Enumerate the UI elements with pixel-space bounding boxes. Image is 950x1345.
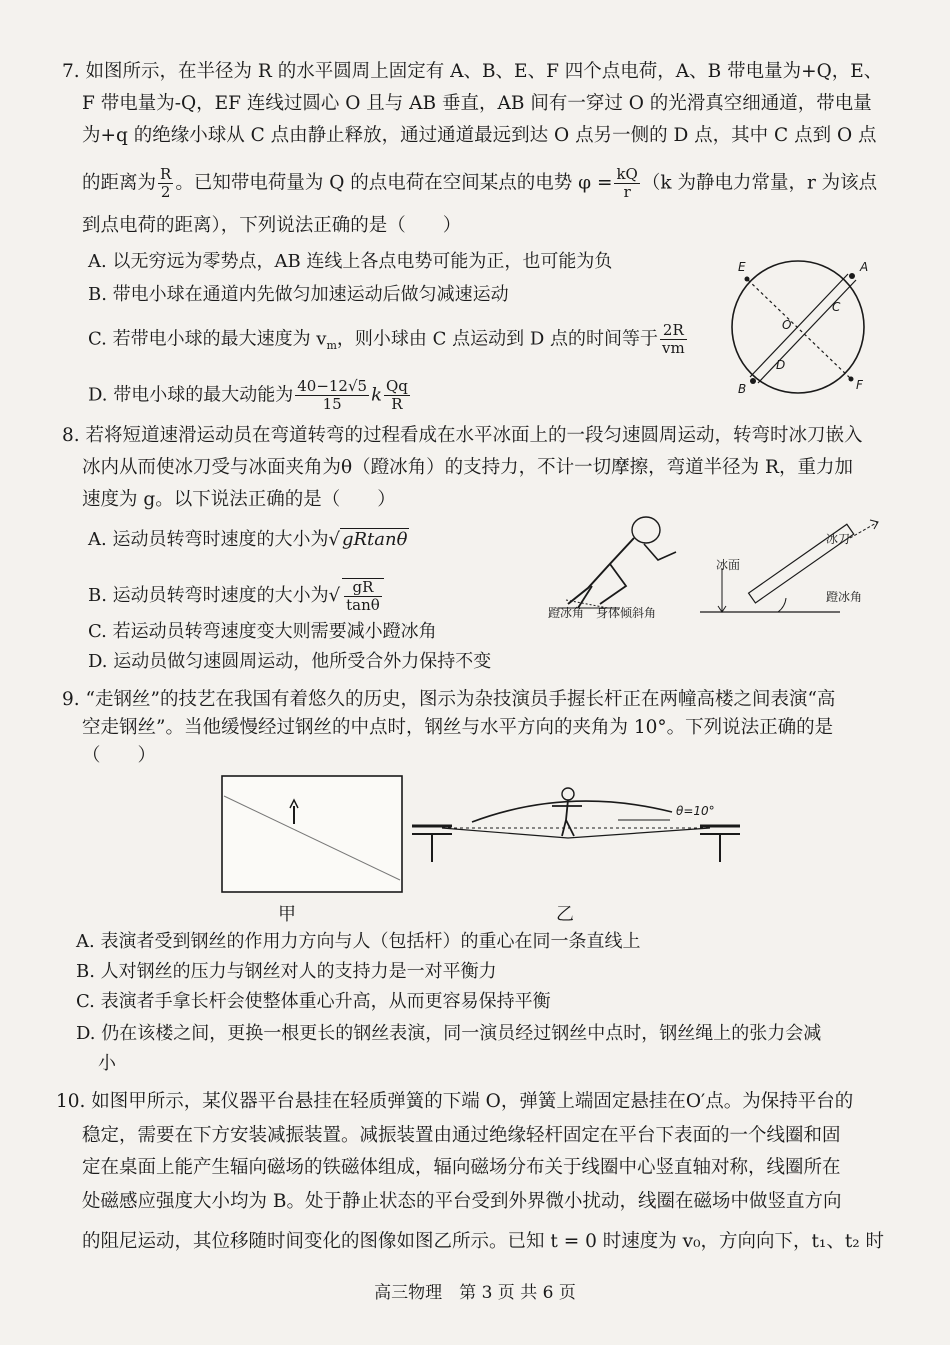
q7-line3: 为+q 的绝缘小球从 C 点由静止释放，通过通道最远到达 O 点另一侧的 D 点，其中 C 点到 O 点 — [82, 125, 877, 146]
label-ice-surface: 冰面 — [716, 558, 741, 572]
theta-label: θ=10° — [676, 804, 715, 818]
q7-line5: 到点电荷的距离），下列说法正确的是（ ） — [82, 215, 462, 236]
label-deng-ice-angle-2: 蹬冰角 — [826, 590, 863, 604]
label-e: E — [738, 260, 746, 274]
frac-r-over-2: $\frac{R}{2}$ — [160, 165, 172, 201]
balance-pole — [472, 801, 672, 822]
q9-option-d-line2: 小 — [98, 1053, 116, 1074]
q8-line3: 速度为 g。以下说法正确的是（ ） — [82, 489, 396, 510]
label-d: D — [776, 358, 786, 372]
q7-option-b: B. 带电小球在通道内先做匀加速运动后做匀减速运动 — [88, 284, 509, 305]
q7-line1: 7. 如图所示，在半径为 R 的水平圆周上固定有 A、B、E、F 四个点电荷，A、B 带电量为+Q，E、 — [62, 61, 883, 82]
q9-line1: 9. “走钢丝”的技艺在我国有着悠久的历史，图示为杂技演员手握长杆正在两幢高楼之间表演“高 — [62, 689, 836, 710]
q10-line2: 稳定，需要在下方安装减振装置。减振装置由通过绝缘轻杆固定在平台下表面的一个线圈和固 — [82, 1125, 841, 1146]
channel-line-1 — [750, 274, 848, 377]
q10-line1: 10. 如图甲所示，某仪器平台悬挂在轻质弹簧的下端 O，弹簧上端固定悬挂在O′点。为保持平台的 — [56, 1091, 854, 1112]
label-blade: 冰刀 — [826, 532, 851, 546]
label-a: A — [860, 260, 869, 274]
performer-head-icon — [562, 788, 574, 800]
steel-wire — [442, 828, 710, 838]
label-body-tilt-angle: 身体倾斜角 — [596, 606, 657, 620]
q7-option-a: A. 以无穷远为零势点，AB 连线上各点电势可能为正，也可能为负 — [88, 251, 613, 272]
page-footer: 高三物理 第 3 页 共 6 页 — [374, 1283, 576, 1303]
charge-f-dot — [849, 377, 854, 382]
label-c: C — [832, 300, 841, 314]
charge-b-dot — [750, 378, 756, 384]
q8-line2: 冰内从而使冰刀受与冰面夹角为θ（蹬冰角）的支持力，不计一切摩擦，弯道半径为 R，重力加 — [82, 457, 853, 478]
label-o: O — [782, 318, 792, 332]
q9-line3: （ ） — [82, 745, 157, 766]
q7-line4: 的距离为 $\frac{R}{2}$ 。已知带电荷量为 Q 的点电荷在空间某点的电势 φ = $\frac{kQ}{r}$ （k 为静电力常量，r 为该点 — [82, 165, 878, 201]
helmet-icon — [632, 517, 660, 543]
q10-line4: 处磁感应强度大小均为 B。处于静止状态的平台受到外界微小扰动，线圈在磁场中做竖直方向 — [82, 1191, 842, 1212]
blade-figure — [700, 528, 890, 628]
q9-option-c: C. 表演者手拿长杆会使整体重心升高，从而更容易保持平衡 — [76, 991, 551, 1012]
q7-line2: F 带电量为-Q，EF 连线过圆心 O 且与 AB 垂直，AB 间有一穿过 O 的光滑真空细通道，带电量 — [82, 93, 872, 114]
label-b: B — [738, 382, 747, 396]
q8-option-c: C. 若运动员转弯速度变大则需要减小蹬冰角 — [88, 621, 437, 642]
label-deng-ice-angle: 蹬冰角 — [548, 606, 585, 620]
q8-option-b: B. 运动员转弯时速度的大小为√ $\frac{gR}{\tan\theta}$ — [88, 578, 386, 614]
figure-yi — [412, 776, 740, 866]
q8-option-d: D. 运动员做匀速圆周运动，他所受合外力保持不变 — [88, 651, 492, 672]
caption-yi: 乙 — [556, 904, 574, 925]
channel-line-2 — [758, 280, 856, 383]
q9-option-b: B. 人对钢丝的压力与钢丝对人的支持力是一对平衡力 — [76, 961, 497, 982]
label-f: F — [856, 378, 863, 392]
q10-line5: 的阻尼运动，其位移随时间变化的图像如图乙所示。已知 t = 0 时速度为 v₀，方向向下，t₁、t₂ 时 — [82, 1231, 885, 1252]
q9-option-a: A. 表演者受到钢丝的作用力方向与人（包括杆）的重心在同一条直线上 — [76, 931, 641, 952]
q7-option-d: D. 带电小球的最大动能为 $\frac{40-12√5}{15}$ k $\frac{Qq}{R}$ — [88, 377, 408, 413]
charge-a-dot — [849, 273, 855, 279]
q9-line2: 空走钢丝”。当他缓慢经过钢丝的中点时，钢丝与水平方向的夹角为 10°。下列说法正确的是 — [82, 717, 834, 738]
figure-jia — [222, 776, 404, 894]
frac-kq-over-r: $\frac{kQ}{r}$ — [616, 165, 638, 201]
performer-body-icon — [552, 800, 582, 836]
q8-line1: 8. 若将短道速滑运动员在弯道转弯的过程看成在水平冰面上的一段匀速圆周运动，转弯时冰刀嵌入 — [62, 425, 863, 446]
q10-line3: 定在桌面上能产生辐向磁场的铁磁体组成，辐向磁场分布关于线圈中心竖直轴对称，线圈所在 — [82, 1157, 841, 1178]
caption-jia: 甲 — [278, 904, 296, 925]
photo-frame — [222, 776, 402, 892]
q9-option-d-line1: D. 仍在该楼之间，更换一根更长的钢丝表演，同一演员经过钢丝中点时，钢丝绳上的张力会减 — [76, 1023, 822, 1044]
q8-option-a: A. 运动员转弯时速度的大小为√ gRtanθ — [88, 529, 408, 550]
q7-option-c: C. 若带电小球的最大速度为 $v_m$，则小球由 C 点运动到 D 点的时间等于 $\frac{2R}{vm}$ — [88, 321, 685, 357]
force-arrow — [850, 522, 878, 538]
charge-e-dot — [745, 277, 750, 282]
